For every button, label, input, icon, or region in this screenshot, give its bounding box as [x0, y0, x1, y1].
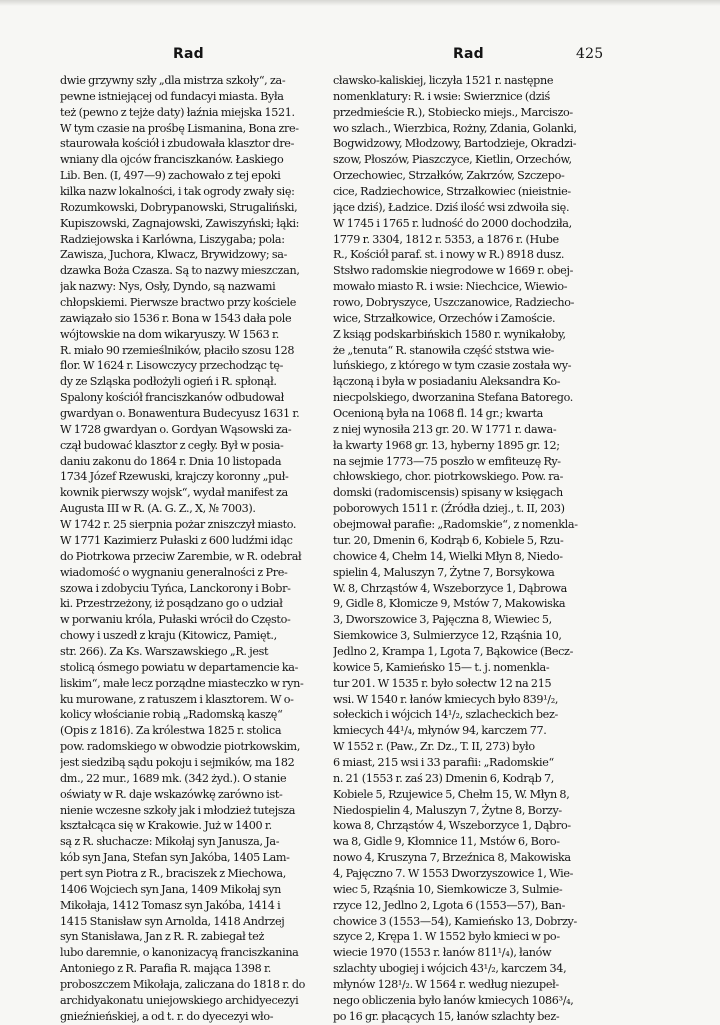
text-line: dm., 22 mur., 1689 mk. (342 żyd.). O stanie [60, 771, 287, 785]
text-line: Kupiszowski, Zagnajowski, Zawiszyński; łąki: [60, 216, 300, 230]
text-line: chowice 4, Chełm 14, Wielki Młyn 8, Niedo- [333, 549, 563, 563]
text-line: przedmieście R.), Stobiecko miejs., Marciszo- [333, 105, 573, 119]
text-line: cice, Radziechowice, Strzałkowiec (nieistnie- [333, 185, 571, 199]
text-line: 9, Gidle 8, Kłomicze 9, Mstów 7, Makowiska [333, 597, 566, 611]
text-line: szyce 2, Krępa 1. W 1552 było kmieci w po- [333, 930, 560, 944]
text-line: na sejmie 1773—75 poszło w emfiteuzę Ry- [333, 454, 561, 468]
text-line: wiadomość o wygnaniu generalności z Pre- [60, 565, 288, 579]
text-line: flor. W 1624 r. Lisowczycy przechodząc tę- [60, 359, 284, 373]
text-line: nego obliczenia było łanów kmiecych 1086³/₄, [333, 993, 574, 1007]
text-line: kownik pierwszy wojsk“, wydał manifest za [60, 486, 288, 500]
text-line: są z R. słuchacze: Mikołaj syn Janusza, Ja- [60, 835, 280, 849]
text-line: Bogwidzowy, Młodzowy, Bartodzieje, Okradzi- [333, 137, 577, 151]
text-line: (Opis z 1816). Za królestwa 1825 r. stolica [60, 724, 282, 738]
right-text-column [333, 73, 606, 1025]
text-line: W. 8, Chrząstów 4, Wszeborzyce 1, Dąbrowa [333, 581, 567, 595]
text-line: gnieźnieńskiej, a od t. r. do dyecezyi wło- [60, 1009, 274, 1023]
text-line: ła kwarty 1968 gr. 13, hyberny 1895 gr. 12; [333, 438, 560, 452]
text-line: Niedospielin 4, Maluszyn 7, Żytne 8, Borzy- [333, 803, 562, 817]
text-line: 1734 Józef Rzewuski, krajczy koronny „puł- [60, 470, 289, 484]
text-line: nowo 4, Kruszyna 7, Brzeźnica 8, Makowiska [333, 851, 571, 865]
text-line: liskim“, małe lecz porządne miasteczko w ryn- [60, 676, 304, 690]
text-line: kowa 8, Chrząstów 4, Wszeborzyce 1, Dąbro- [333, 819, 571, 833]
text-line: jest siedzibą sądu pokoju i sejmików, ma 182 [60, 755, 295, 769]
text-line: R., Kościół paraf. st. i nowy w R.) 8918 dusz. [333, 248, 565, 262]
text-line: mowało miasto R. i wsie: Niechcice, Wiewio- [333, 280, 568, 294]
text-line: niecpolskiego, dworzanina Stefana Batorego. [333, 391, 573, 405]
text-line: ku murowane, z ratuszem i klasztorem. W o- [60, 692, 294, 706]
text-line: str. 266). Za Ks. Warszawskiego „R. jest [60, 644, 269, 658]
text-line: kształcąca się w Krakowie. Już w 1400 r. [60, 819, 272, 833]
text-line: rzyce 12, Jedlno 2, Lgota 6 (1553—57), Ban- [333, 898, 566, 912]
text-line: też (pewno z tejże daty) łaźnia miejska 1521. [60, 105, 295, 119]
text-line: pert syn Piotra z R., braciszek z Miechowa, [60, 866, 286, 880]
text-line: W 1742 r. 25 sierpnia pożar zniszczył miasto. [60, 518, 297, 532]
text-line: Ocenioną była na 1068 fl. 14 gr.; kwarta [333, 407, 543, 421]
text-line: n. 21 (1553 r. zaś 23) Dmenin 6, Kodrąb 7, [333, 771, 554, 785]
text-line: do Piotrkowa przeciw Zarembie, w R. odebrał [60, 549, 302, 563]
text-line: luńskiego, z którego w tym czasie została wy- [333, 359, 572, 373]
text-line: Z ksiąg podskarbińskich 1580 r. wynikałoby, [333, 327, 566, 341]
text-line: syn Stanisława, Jan z R. R. zabiegał też [60, 930, 265, 944]
text-line: dy ze Szląska podłożyli ogień i R. spłonął. [60, 375, 277, 389]
text-line: Antoniego z R. Parafia R. mająca 1398 r. [60, 962, 271, 976]
page-number: 425 [576, 46, 604, 62]
text-line: Zawisza, Juchora, Klwacz, Brywidzowy; sa- [60, 248, 287, 262]
text-line: szlachty ubogiej i wójcich 43¹/₂, karczem 34, [333, 962, 567, 976]
text-line: wa 8, Gidle 9, Kłomnice 11, Mstów 6, Boro- [333, 835, 560, 849]
text-line: z niej wynosiła 213 gr. 20. W 1771 r. dawa- [333, 422, 557, 436]
text-line: wiec 5, Rząśnia 10, Siemkowicze 3, Sulmie- [333, 882, 563, 896]
text-line: lubo daremnie, o kanonizacyą franciszkanina [60, 946, 299, 960]
text-line: rowo, Dobryszyce, Uszczanowice, Radziecho- [333, 296, 575, 310]
text-line: dwie grzywny szły „dla mistrza szkoły“, za- [60, 74, 286, 87]
text-line: 4, Pajęczno 7. W 1553 Dworzyszowice 1, Wie- [333, 866, 574, 880]
text-line: Jedlno 2, Krampa 1, Lgota 7, Bąkowice (Becz- [333, 644, 574, 658]
text-line: Siemkowice 3, Sulmierzyce 12, Rząśnia 10, [333, 629, 562, 643]
text-line: staurowała kościół i zbudowała klasztor dre- [60, 137, 295, 151]
text-line: cławsko-kaliskiej, liczyła 1521 r. następne [333, 74, 554, 87]
text-line: że „tenuta“ R. stanowiła część ststwa wie- [333, 343, 555, 357]
text-line: wo szlach., Wierzbica, Rożny, Zdania, Golanki, [333, 121, 577, 135]
text-line: kmiecych 44¹/₄, młynów 94, karczem 77. [333, 724, 547, 738]
text-line: szowa i zdobyciu Tyńca, Lanckorony i Bobr- [60, 581, 291, 595]
text-line: łączoną i była w posiadaniu Aleksandra Ko- [333, 375, 561, 389]
left-running-head: Rad [173, 46, 204, 62]
text-line: Orzechowiec, Strzałków, Zakrzów, Szczepo- [333, 169, 565, 183]
right-running-head: Rad [453, 46, 484, 62]
text-line: 3, Dworszowice 3, Pajęczna 8, Wiewiec 5, [333, 613, 552, 627]
text-line: W 1552 r. (Paw., Zr. Dz., T. II, 273) było [333, 740, 535, 754]
text-line: W 1745 i 1765 r. ludność do 2000 dochodziła, [333, 216, 572, 230]
text-line: jące dziś), Ładzice. Dziś ilość wsi zdwoiła się. [333, 200, 570, 214]
text-line: kilka nazw lokalności, i tak ogrody zwały się: [60, 185, 295, 199]
text-line: spielin 4, Maluszyn 7, Żytne 7, Borsykowa [333, 565, 555, 579]
scan-edge [0, 0, 720, 6]
text-line: wniany dla ojców franciszkanów. Łaskiego [60, 153, 284, 167]
text-line: gwardyan o. Bonawentura Budecyusz 1631 r. [60, 407, 300, 421]
text-line: tur. 20, Dmenin 6, Kodrąb 6, Kobiele 5, Rzu- [333, 533, 564, 547]
text-line: kób syn Jana, Stefan syn Jakóba, 1405 Lam- [60, 851, 290, 865]
text-line: 1779 r. 3304, 1812 r. 5353, a 1876 r. (Hube [333, 232, 559, 246]
text-line: ki. Przestrzeżony, iż posądzano go o udział [60, 597, 283, 611]
text-line: zawiązało sio 1536 r. Bona w 1543 dała pole [60, 311, 292, 325]
text-line: Kobiele 5, Rzujewice 5, Chełm 15, W. Młyn 8, [333, 787, 570, 801]
text-line: poborowych 1511 r. (Źródła dziej., t. II, 203) [333, 502, 565, 516]
text-line: kolicy włościanie robią „Radomską kaszę“ [60, 708, 283, 722]
text-line: wsi. W 1540 r. łanów kmiecych było 839¹/₂, [333, 692, 559, 706]
text-line: proboszczem Mikołaja, zaliczana do 1818 r. do [60, 977, 306, 991]
text-line: czął budować klasztor z cegły. Był w posia- [60, 438, 284, 452]
text-line: 1406 Wojciech syn Jana, 1409 Mikołaj syn [60, 882, 281, 896]
text-line: wice, Strzałkowice, Orzechów i Zamoście. [333, 311, 556, 325]
text-line: W tym czasie na prośbę Lismanina, Bona zre- [60, 121, 299, 135]
text-line: wiecie 1970 (1553 r. łanów 811¹/₄), łanów [333, 946, 552, 960]
text-line: Spalony kościół franciszkanów odbudował [60, 391, 284, 405]
text-line: chłopskiemi. Pierwsze bractwo przy kościele [60, 296, 297, 310]
text-line: daniu zakonu do 1864 r. Dnia 10 listopada [60, 454, 282, 468]
text-line: jak nazwy: Nys, Osły, Dyndo, są nazwami [60, 280, 276, 294]
text-line: wójtowskie na dom wikaryuszy. W 1563 r. [60, 327, 279, 341]
text-line: po 16 gr. płacących 15, łanów szlachty bez- [333, 1009, 560, 1023]
text-line: chowice 3 (1553—54), Kamieńsko 13, Dobrzy- [333, 914, 577, 928]
left-text-column [60, 73, 333, 1025]
text-line: stolicą ósmego powiatu w departamencie ka- [60, 660, 299, 674]
text-line: szow, Płoszów, Piaszczyce, Kietlin, Orzechów, [333, 153, 572, 167]
text-line: nienie wczesne szkoły jak i młodzież tutejsza [60, 803, 296, 817]
text-line: Radziejowska i Karlówna, Liszygaba; pola: [60, 232, 285, 246]
text-line: pow. radomskiego w obwodzie piotrkowskim, [60, 740, 301, 754]
text-line: Lib. Ben. (I, 497—9) zachowało z tej epoki [60, 169, 281, 183]
text-line: archidyakonatu uniejowskiego archidyecezyi [60, 993, 299, 1007]
text-line: tur 201. W 1535 r. było sołectw 12 na 215 [333, 676, 552, 690]
text-line: Mikołaja, 1412 Tomasz syn Jakóba, 1414 i [60, 898, 281, 912]
text-line: młynów 128¹/₂. W 1564 r. według niezupeł- [333, 977, 559, 991]
text-line: W 1771 Kazimierz Pułaski z 600 ludźmi idąc [60, 533, 293, 547]
text-line: sołeckich i wójcich 14¹/₂, szlacheckich bez- [333, 708, 558, 722]
text-line: chowy i uszedł z kraju (Kitowicz, Pamięt., [60, 629, 277, 643]
text-line: 6 miast, 215 wsi i 33 parafii: „Radomskie“ [333, 755, 554, 769]
text-line: Stsłwo radomskie niegrodowe w 1669 r. obej- [333, 264, 573, 278]
text-line: nomenklatury: R. i wsie: Swierznice (dziś [333, 89, 550, 103]
text-line: W 1728 gwardyan o. Gordyan Wąsowski za- [60, 422, 292, 436]
page-header [0, 46, 720, 66]
text-line: pewne istniejącej od fundacyi miasta. Była [60, 89, 284, 103]
text-line: obejmował parafie: „Radomskie“, z nomenkla- [333, 518, 578, 532]
text-line: domski (radomiscensis) spisany w księgach [333, 486, 563, 500]
text-line: kowice 5, Kamieńsko 15— t. j. nomenkla- [333, 660, 550, 674]
text-line: Augusta III w R. (A. G. Z., X, № 7003). [60, 502, 256, 516]
text-line: oświaty w R. daje wskazówkę zarówno ist- [60, 787, 283, 801]
text-line: Rozumkowski, Dobrypanowski, Strugaliński, [60, 200, 298, 214]
text-line: w porwaniu króla, Pułaski wrócił do Często- [60, 613, 291, 627]
text-line: 1415 Stanisław syn Arnolda, 1418 Andrzej [60, 914, 285, 928]
text-line: dzawka Boża Czasza. Są to nazwy mieszczan, [60, 264, 300, 278]
text-line: R. miało 90 rzemieślników, płaciło szosu 128 [60, 343, 295, 357]
text-line: chłowskiego, chor. piotrkowskiego. Pow. ra- [333, 470, 564, 484]
